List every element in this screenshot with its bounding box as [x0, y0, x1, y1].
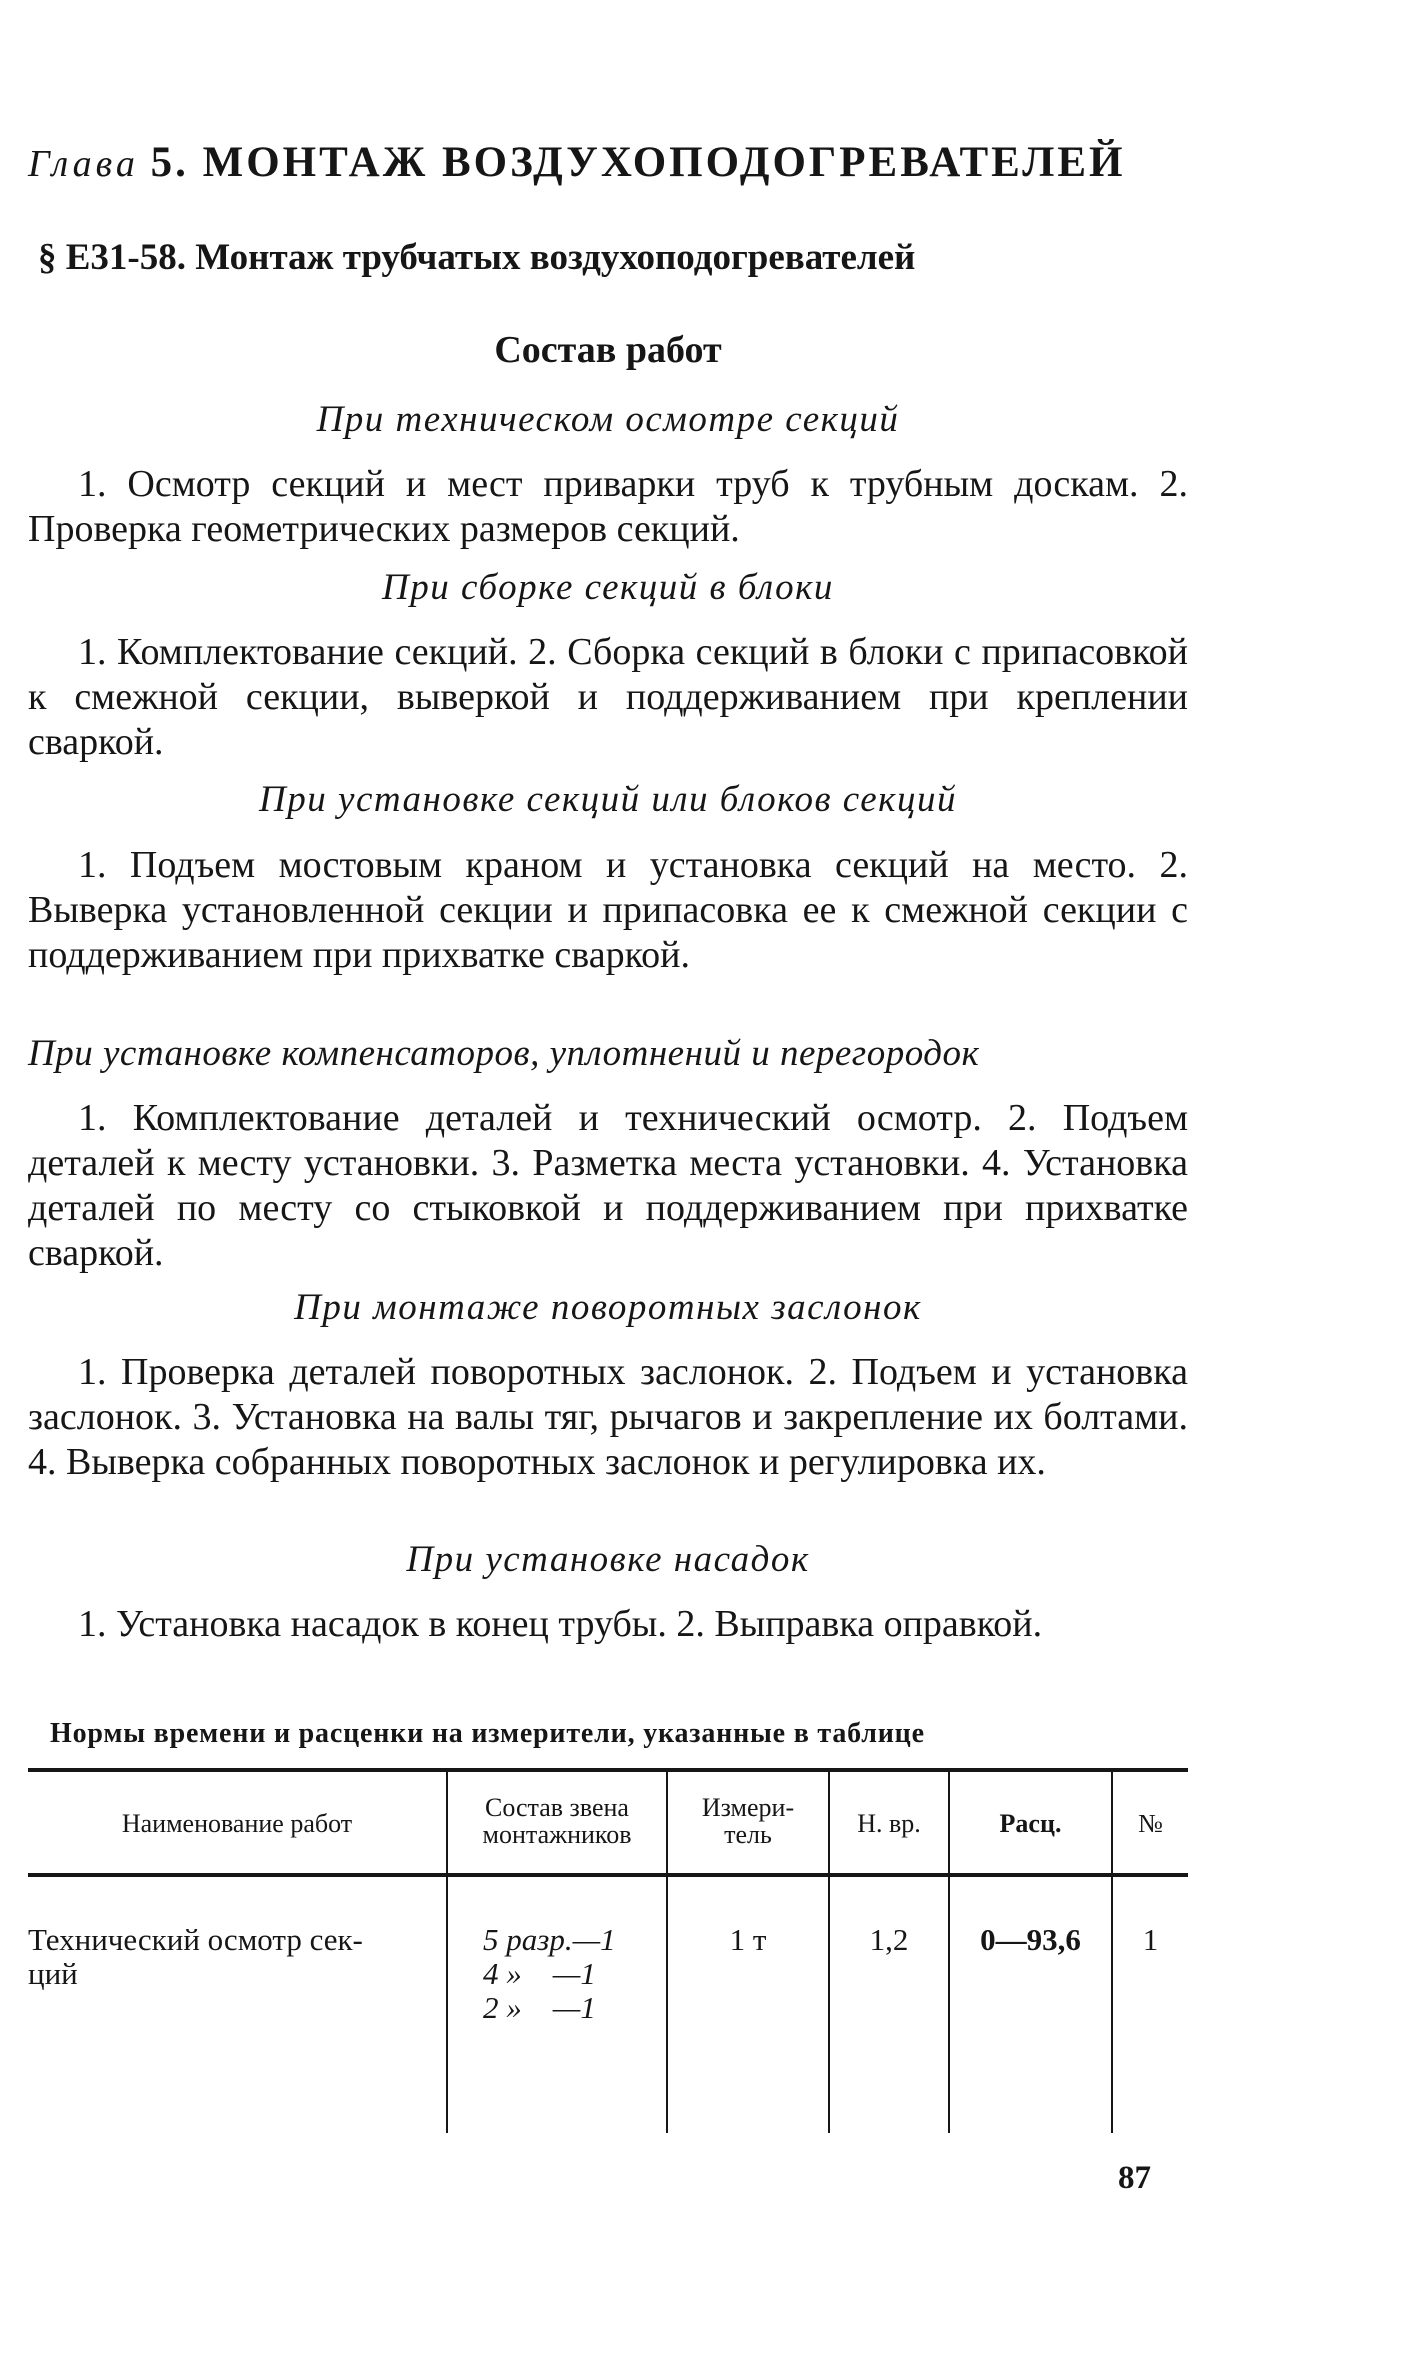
- header-unit-line2: тель: [724, 1820, 772, 1849]
- header-number: №: [1138, 1809, 1163, 1838]
- header-crew-line1: Состав звена: [485, 1793, 629, 1822]
- subheading-assembly: При сборке секций в блоки: [382, 567, 834, 608]
- paragraph-inspection: 1. Осмотр секций и мест приварки труб к трубным доскам. 2. Проверка геометрических размеров секций.: [28, 463, 1188, 550]
- section-title: Е31-58. Монтаж трубчатых воздухоподогревателей: [65, 237, 916, 278]
- row1-work-name-line2: ций: [28, 1956, 78, 1991]
- row1-work-name-line1: Технический осмотр сек-: [28, 1922, 363, 1957]
- paragraph-compensators: 1. Комплектование деталей и технический осмотр. 2. Подъем деталей к месту установки. 3. Разметка места установки. 4. Установка деталей по месту со стыковкой и поддерживанием при прихватке сваркой.: [28, 1097, 1188, 1274]
- header-crew-line2: монтажников: [482, 1820, 632, 1849]
- book-page: [28, 0, 1188, 2374]
- subheading-compensators: При установке компенсаторов, уплотнений и перегородок: [28, 1033, 980, 1074]
- paragraph-assembly: 1. Комплектование секций. 2. Сборка секций в блоки с припасовкой к смежной секции, выверкой и поддерживанием при креплении сваркой.: [28, 631, 1188, 763]
- row1-price: 0—93,6: [980, 1922, 1081, 1957]
- row1-number: 1: [1142, 1922, 1159, 1957]
- subheading-inspection: При техническом осмотре секций: [316, 399, 900, 440]
- section-heading: [38, 236, 915, 279]
- composition-heading: Состав работ: [494, 329, 722, 371]
- norms-table: [28, 1768, 1188, 2133]
- row1-time-norm: 1,2: [869, 1922, 909, 1957]
- chapter-heading: [28, 138, 1125, 187]
- header-unit-line1: Измери-: [701, 1793, 795, 1822]
- row1-unit: 1 т: [729, 1922, 767, 1957]
- table-top-rule: [28, 1768, 1188, 1772]
- paragraph-dampers: 1. Проверка деталей поворотных заслонок. 2. Подъем и установка заслонок. 3. Установка на валы тяг, рычагов и закрепление их болтами. 4. Выверка собранных поворотных заслонок и регулировка их.: [28, 1351, 1188, 1483]
- row1-crew-line2: 4 » —1: [483, 1956, 596, 1991]
- table-header-rule: [28, 1873, 1188, 1877]
- section-sign: §: [38, 237, 57, 278]
- header-work-name: Наименование работ: [121, 1809, 353, 1838]
- paragraph-nozzles: 1. Установка насадок в конец трубы. 2. Выправка оправкой.: [78, 1603, 1043, 1645]
- row1-crew-line1: 5 разр.—1: [483, 1922, 616, 1957]
- subheading-nozzles: При установке насадок: [406, 1539, 810, 1580]
- chapter-prefix: Глава: [28, 143, 139, 185]
- subheading-dampers: При монтаже поворотных заслонок: [294, 1287, 922, 1328]
- header-price: Расц.: [999, 1809, 1062, 1838]
- chapter-title: 5. МОНТАЖ ВОЗДУХОПОДОГРЕВАТЕЛЕЙ: [150, 139, 1126, 186]
- subheading-installation: При установке секций или блоков секций: [259, 779, 957, 820]
- paragraph-installation: 1. Подъем мостовым краном и установка секций на место. 2. Выверка установленной секции и припасовка ее к смежной секции с поддерживанием при прихватке сваркой.: [28, 844, 1188, 976]
- page-number: 87: [1118, 2160, 1151, 2196]
- header-time-norm: Н. вр.: [857, 1809, 921, 1838]
- norms-caption: Нормы времени и расценки на измерители, указанные в таблице: [50, 1718, 925, 1749]
- row1-crew-line3: 2 » —1: [483, 1990, 596, 2025]
